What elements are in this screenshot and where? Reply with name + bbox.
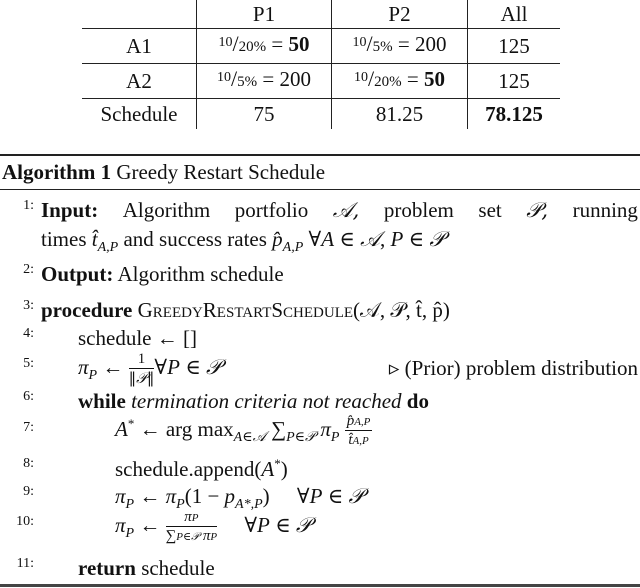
line-number: 1: — [23, 198, 34, 213]
line-number: 6: — [23, 389, 34, 404]
cell-a1-p2: $^{10}$/5% = 200 — [332, 29, 468, 64]
input-line-continued: times $t̂_{A,P}$ and success rates $p̂_{A,P}$ ∀A ∈ 𝒜, P ∈ 𝒫 — [41, 227, 445, 255]
algorithm-caption: Algorithm 1 Greedy Restart Schedule — [2, 160, 326, 184]
return-line: return schedule — [78, 556, 215, 580]
line-number: 10: — [16, 514, 34, 529]
prior-line: $\pi_P$ ← 1 ‖𝒫‖ ∀P ∈ 𝒫 — [78, 351, 222, 387]
header-empty — [82, 0, 197, 29]
table-row — [82, 99, 560, 130]
cell-a2-p1: $^{10}$/5% = 200 — [197, 64, 332, 99]
row-label: A1 — [82, 29, 197, 64]
fraction: $\frac{p̂A,P}{t̂A,P}$ — [346, 413, 371, 448]
table-header-row — [82, 0, 560, 29]
input-line: Input: Algorithm portfolio 𝒜, problem set 𝒫, running — [41, 198, 638, 222]
table-row — [82, 64, 560, 99]
line-number: 9: — [23, 484, 34, 499]
line-number: 2: — [23, 262, 34, 277]
cell-schedule-all: 78.125 — [468, 99, 561, 130]
line-number: 11: — [16, 556, 34, 571]
caption-rule — [0, 189, 640, 190]
output-line: Output: Algorithm schedule — [41, 262, 284, 286]
fraction: πP ∑P∈𝒫 πP — [165, 509, 218, 544]
line-number: 5: — [23, 356, 34, 371]
header-all: All — [468, 0, 561, 29]
cell-a1-p1: $^{10}$/20% = 50 — [197, 29, 332, 64]
append-line: schedule.append(A*) — [115, 456, 288, 481]
line-number: 3: — [23, 298, 34, 313]
fraction: 1 ‖𝒫‖ — [128, 351, 155, 387]
procedure-line: procedure GreedyRestartSchedule(𝒜, 𝒫, t̂, p̂) — [41, 298, 450, 322]
header-p1: P1 — [197, 0, 332, 29]
line-number: 7: — [23, 420, 34, 435]
update-line: $\pi_P$ ← $\pi_P(1 - p_{A*,P})$ ∀P ∈ 𝒫 — [115, 484, 364, 512]
line-number: 4: — [23, 326, 34, 341]
while-line: while termination criteria not reached do — [78, 389, 429, 413]
algorithm-block — [0, 154, 640, 190]
line-number: 8: — [23, 456, 34, 471]
results-table — [82, 0, 560, 129]
comment-prior: ▹ (Prior) problem distribution — [388, 356, 638, 380]
schedule-init-line: schedule ← [] — [78, 326, 197, 350]
row-label: Schedule — [82, 99, 197, 130]
cell-a1-all: 125 — [468, 29, 561, 64]
row-label: A2 — [82, 64, 197, 99]
cell-a2-all: 125 — [468, 64, 561, 99]
table-row — [82, 29, 560, 64]
cell-schedule-p2: 81.25 — [332, 99, 468, 130]
header-p2: P2 — [332, 0, 468, 29]
normalize-line: $\pi_P$ ← πP ∑P∈𝒫 πP ∀P ∈ 𝒫 — [115, 509, 312, 544]
bottom-rule — [0, 584, 640, 587]
argmax-line: A* ← arg $\max_{A\in 𝒜} \sum_{P\in 𝒫}$ $\pi_P$ $\frac{p̂A,P}{t̂A,P}$ — [115, 413, 371, 448]
cell-schedule-p1: 75 — [197, 99, 332, 130]
cell-a2-p2: $^{10}$/20% = 50 — [332, 64, 468, 99]
